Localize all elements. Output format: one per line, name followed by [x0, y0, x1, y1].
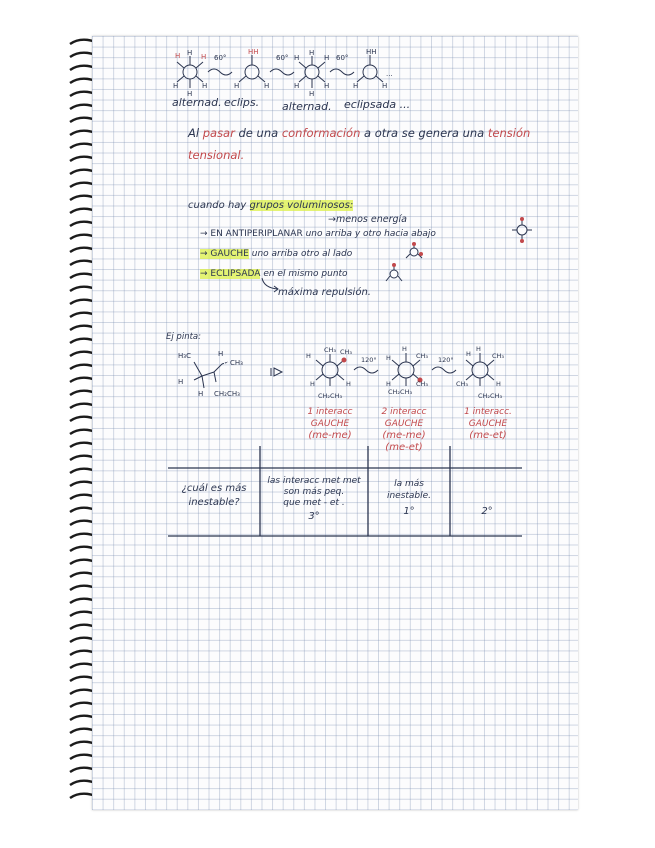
max-repulsion-note: máxima repulsión.	[278, 287, 371, 298]
svg-text:H: H	[386, 354, 391, 362]
gauche-item: → GAUCHE uno arriba otro al lado	[200, 249, 353, 259]
svg-text:H: H	[346, 380, 351, 388]
svg-text:H: H	[175, 52, 181, 60]
table-cell: las interacc met met son más peq. que met - et . 3°	[264, 476, 364, 522]
svg-text:H: H	[202, 82, 208, 90]
bulky-intro: cuando hay grupos voluminosos:	[188, 200, 354, 211]
angle-label: 120°	[438, 356, 454, 364]
rank-label: 1°	[403, 506, 415, 517]
note-line-1: Al pasar de una conformación a otra se genera una tensión	[188, 126, 531, 140]
svg-text:CH₃: CH₃	[340, 348, 353, 356]
svg-text:HH: HH	[366, 48, 377, 56]
comparison-table-lines	[92, 36, 578, 810]
notebook-page	[92, 36, 578, 810]
svg-text:CH₃: CH₃	[416, 352, 429, 360]
svg-text:H: H	[178, 378, 184, 386]
svg-text:H: H	[353, 82, 359, 90]
svg-text:H: H	[294, 54, 300, 62]
svg-text:CH₂CH₃: CH₂CH₃	[388, 388, 413, 396]
rank-label: 2°	[481, 506, 493, 517]
svg-text:H: H	[173, 82, 179, 90]
note-line-2: tensional.	[188, 148, 245, 162]
angle-label: 120°	[361, 356, 377, 364]
svg-text:H: H	[306, 352, 311, 360]
svg-text:CH₃: CH₃	[324, 346, 337, 354]
svg-text:CH₂CH₃: CH₂CH₃	[214, 390, 240, 398]
conformation-label: eclipsada ...	[344, 98, 411, 111]
svg-text:H: H	[476, 345, 481, 353]
svg-text:CH₃: CH₃	[416, 380, 429, 388]
svg-text:CH₂CH₃: CH₂CH₃	[478, 392, 503, 400]
svg-text:H: H	[187, 90, 193, 98]
svg-text:H: H	[386, 380, 391, 388]
svg-text:CH₃: CH₃	[492, 352, 505, 360]
eclipsada-item: → ECLIPSADA en el mismo punto	[200, 269, 348, 279]
table-cell: la más inestable. 1°	[372, 478, 446, 518]
angle-label: 60°	[276, 54, 289, 62]
interaction-note-1: 1 interacc GAUCHE (me-me)	[307, 407, 353, 441]
table-question: ¿cuál es más inestable?	[181, 483, 247, 508]
svg-text:H: H	[324, 54, 330, 62]
svg-text:H: H	[187, 49, 193, 57]
svg-text:H: H	[198, 390, 204, 398]
svg-text:H: H	[496, 380, 501, 388]
svg-text:H: H	[466, 350, 471, 358]
svg-text:H: H	[402, 345, 407, 353]
svg-text:H: H	[309, 90, 315, 98]
svg-text:CH₂CH₃: CH₂CH₃	[318, 392, 343, 400]
less-energy-note: →menos energía	[328, 214, 407, 225]
svg-text:H: H	[201, 53, 207, 61]
angle-label: 60°	[214, 54, 227, 62]
svg-text:H: H	[294, 82, 300, 90]
example-label: Ej pinta:	[166, 332, 201, 342]
conformation-label: alternad.	[172, 96, 222, 109]
svg-text:CH₃: CH₃	[230, 359, 243, 367]
antiperiplanar-item: → EN ANTIPERIPLANAR uno arriba y otro hacia abajo	[200, 229, 436, 239]
angle-label: 60°	[336, 54, 349, 62]
svg-text:H: H	[382, 82, 388, 90]
svg-text:CH₃: CH₃	[456, 380, 469, 388]
interaction-note-3: 1 interacc. GAUCHE (me-et)	[464, 407, 512, 441]
rank-label: 3°	[308, 511, 320, 522]
svg-text:H: H	[309, 49, 315, 57]
svg-text:H: H	[324, 82, 330, 90]
svg-text:H: H	[264, 82, 270, 90]
svg-text:H: H	[234, 82, 240, 90]
conformation-label: alternad.	[282, 100, 332, 113]
svg-text:HH: HH	[248, 48, 259, 56]
svg-text:H₃C: H₃C	[178, 352, 191, 360]
svg-text:H: H	[310, 380, 315, 388]
svg-text:H: H	[218, 350, 224, 358]
conformation-label: eclips.	[224, 96, 260, 109]
interaction-note-2: 2 interacc GAUCHE (me-me) (me-et)	[381, 407, 427, 453]
svg-text:...: ...	[386, 70, 393, 78]
